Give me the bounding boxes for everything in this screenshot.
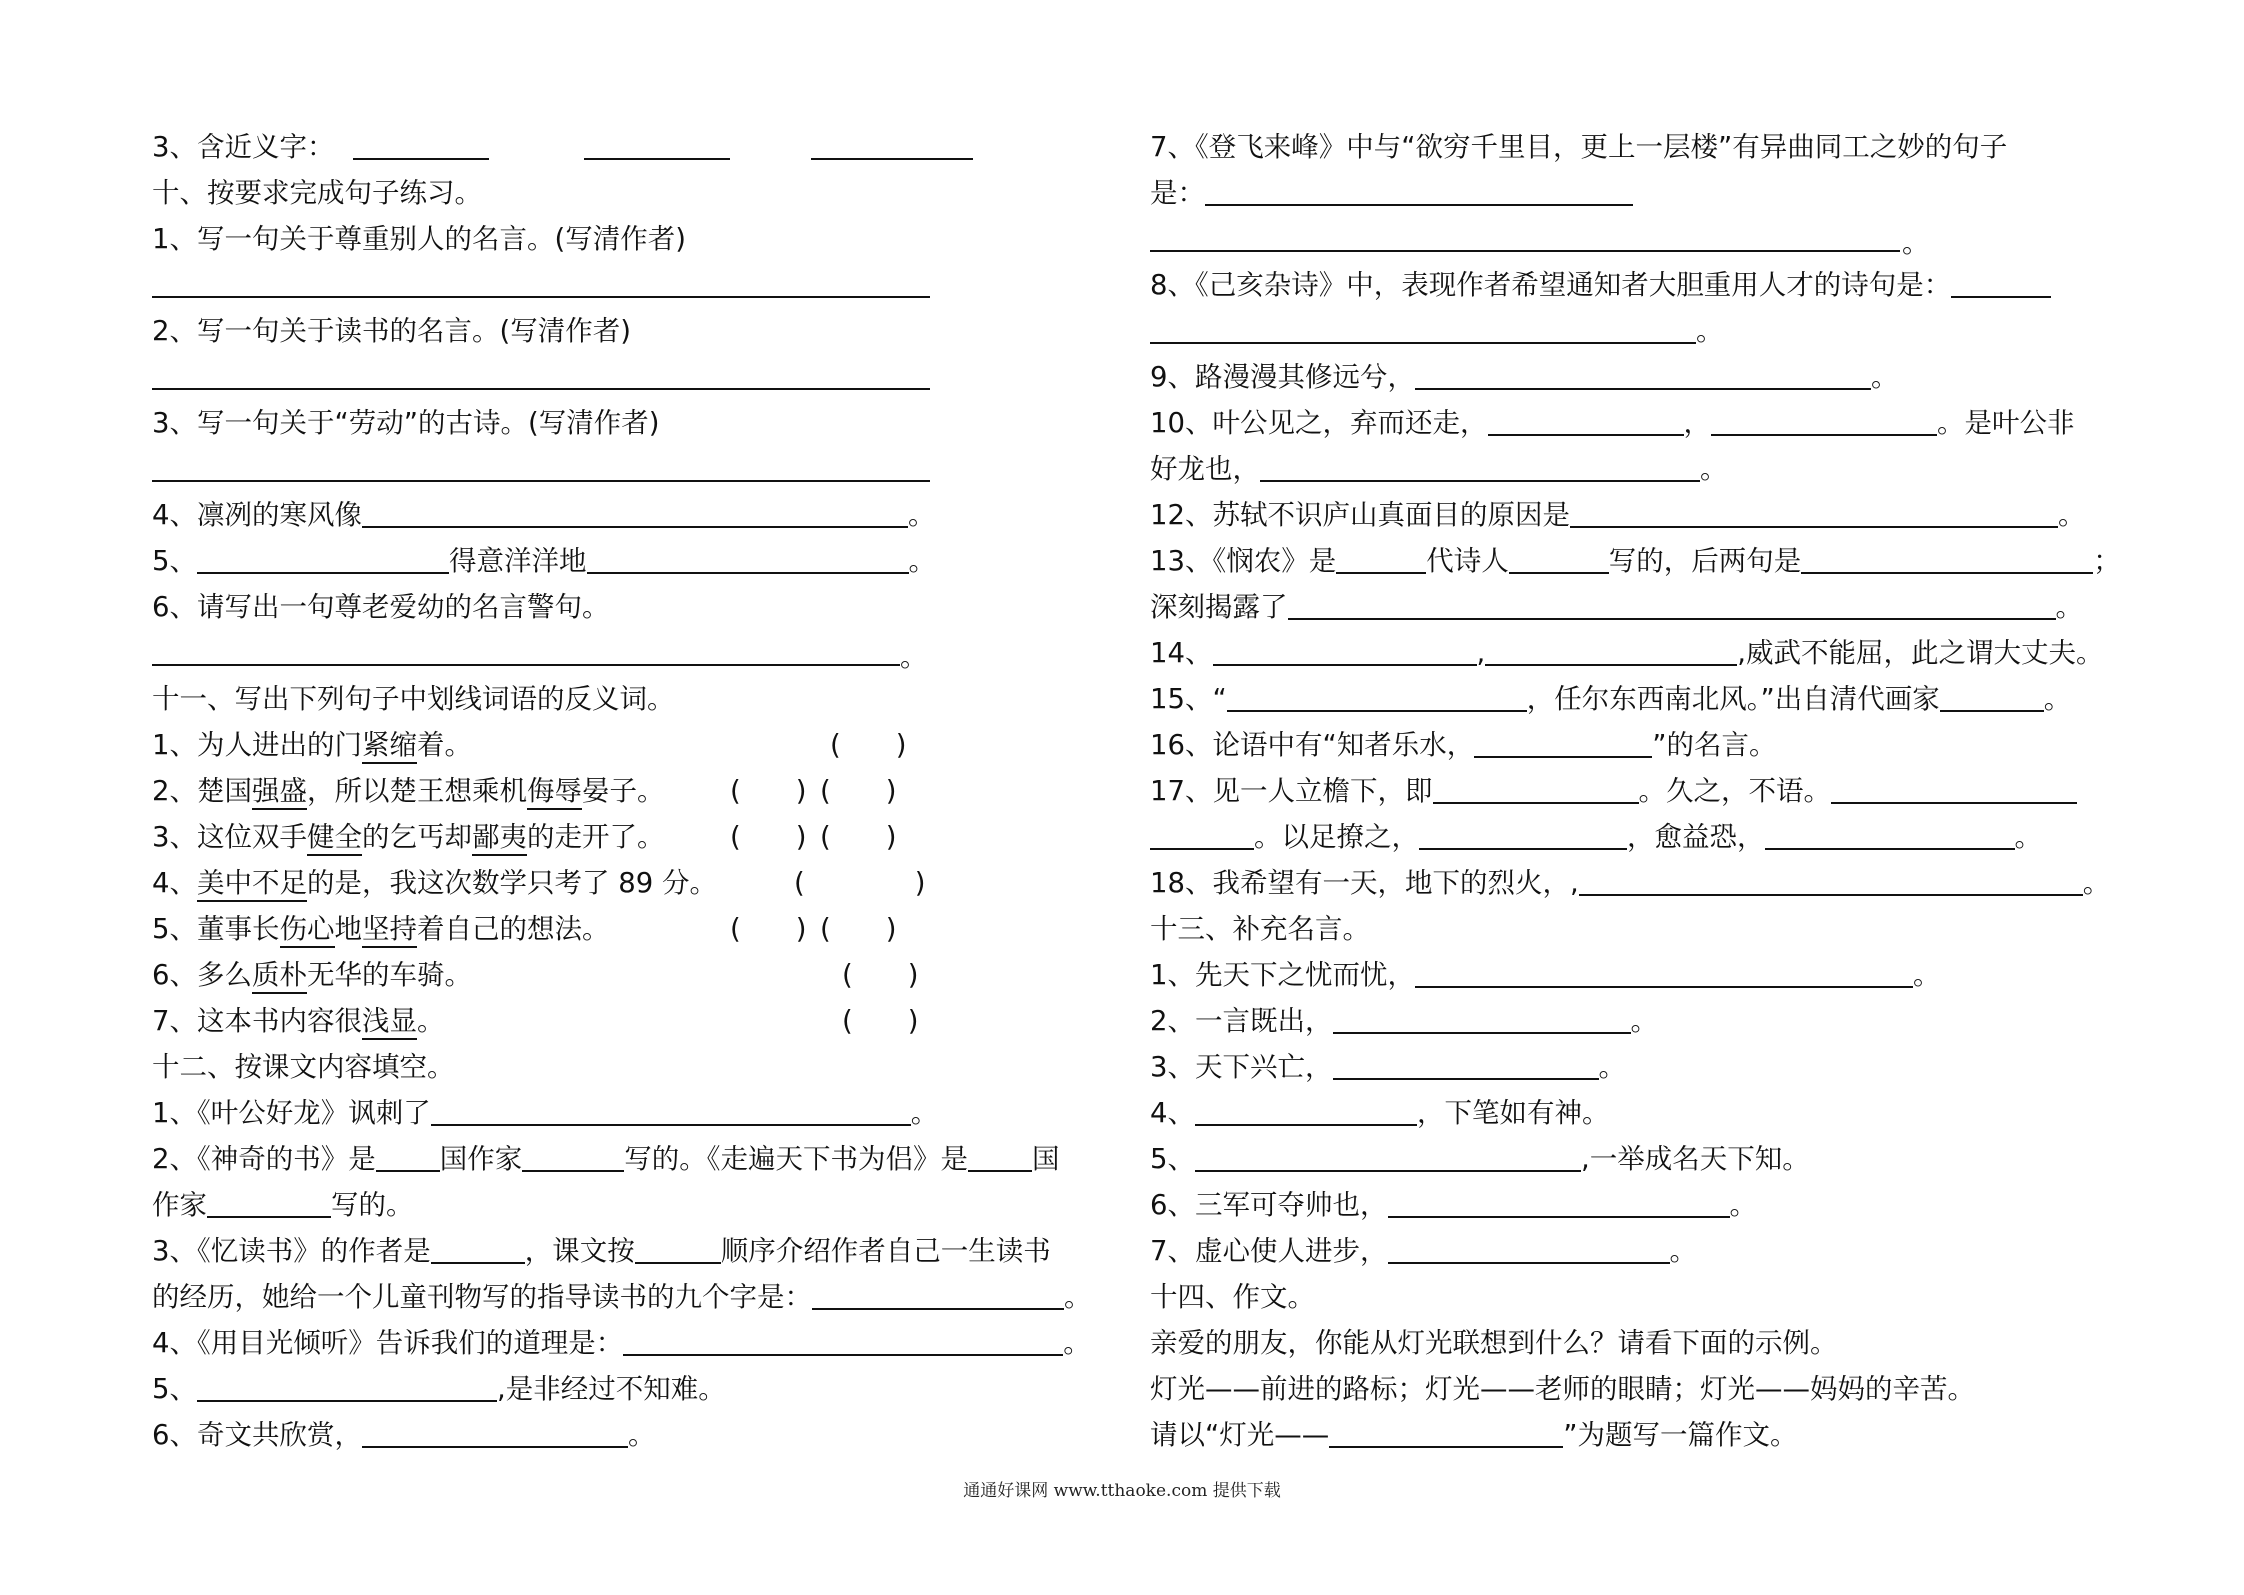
r-m6-text: 6、三军可夺帅也， xyxy=(1150,1189,1388,1221)
q9-3-text: 3、含近义字： xyxy=(152,131,335,163)
r-q10 xyxy=(1150,400,2110,446)
q11-1-tail: 着。 xyxy=(417,729,472,761)
q12-3-text: 3、《忆读书》的作者是 xyxy=(152,1235,431,1267)
q11-2 xyxy=(152,768,1112,814)
period: 。 xyxy=(1700,453,1728,485)
period: 。 xyxy=(1063,1327,1091,1359)
r-q16-tail: ”的名言。 xyxy=(1652,729,1777,761)
q10-4-text: 4、凛冽的寒风像 xyxy=(152,499,362,531)
answer-blank[interactable] xyxy=(376,1140,440,1172)
r-m2 xyxy=(1150,998,2110,1044)
r-q10-text-d: 好龙也， xyxy=(1150,453,1260,485)
answer-blank[interactable] xyxy=(197,542,449,574)
answer-blank[interactable] xyxy=(431,1232,525,1264)
q10-5 xyxy=(152,538,1112,584)
answer-blank[interactable] xyxy=(1433,772,1639,804)
r-q12 xyxy=(1150,492,2110,538)
r-m5-num: 5、 xyxy=(1150,1143,1195,1175)
underlined-word: 浅显 xyxy=(362,1005,417,1040)
q11-6 xyxy=(152,952,1112,998)
r-q7-text: 是： xyxy=(1150,177,1205,209)
answer-blank[interactable] xyxy=(207,1186,331,1218)
r-q17-text: 17、见一人立檐下，即 xyxy=(1150,775,1433,807)
section-13-title: 十三、补充名言。 xyxy=(1150,913,1370,945)
left-column xyxy=(152,124,1112,1458)
r-q7-cont xyxy=(1150,170,2110,216)
answer-blank[interactable] xyxy=(1579,864,2083,896)
answer-blank[interactable] xyxy=(1474,726,1652,758)
period: 。 xyxy=(1729,1189,1757,1221)
q10-4 xyxy=(152,492,1112,538)
q12-3-cont xyxy=(152,1274,1112,1320)
underlined-word: 强盛 xyxy=(252,775,307,810)
r-q15-text: ，任尔东西南北风。”出自清代画家 xyxy=(1526,683,1940,715)
answer-blank[interactable] xyxy=(1415,358,1871,390)
q12-4 xyxy=(152,1320,1112,1366)
r-m1 xyxy=(1150,952,2110,998)
r-m2-text: 2、一言既出， xyxy=(1150,1005,1333,1037)
underlined-word: 坚持 xyxy=(362,913,417,948)
r-q13-text: 13、《悯农》是 xyxy=(1150,545,1337,577)
q12-5-text: ,是非经过不知难。 xyxy=(497,1373,726,1405)
r-q12-text: 12、苏轼不识庐山真面目的原因是 xyxy=(1150,499,1570,531)
answer-blank[interactable] xyxy=(1801,542,2093,574)
q11-7-text: 7、这本书内容很 xyxy=(152,1005,362,1037)
r-q8-cont xyxy=(1150,308,2110,354)
q12-3-text-c: 顺序介绍作者自己一生读书 xyxy=(720,1235,1051,1267)
q12-2 xyxy=(152,1136,1112,1182)
r-q17-text-d: ，愈益恐， xyxy=(1627,821,1765,853)
answer-paren[interactable]: ( ) xyxy=(820,821,897,853)
q11-5 xyxy=(152,906,1112,952)
r-m5-text: ,一举成名天下知。 xyxy=(1581,1143,1810,1175)
q12-6 xyxy=(152,1412,1112,1458)
section-11-title: 十一、写出下列句子中划线词语的反义词。 xyxy=(152,683,675,715)
q11-2-mid: ，所以楚王想乘机 xyxy=(307,775,527,807)
q12-3 xyxy=(152,1228,1112,1274)
q11-3-mid: 的乞丐却 xyxy=(362,821,472,853)
r-q10-comma: ， xyxy=(1683,407,1711,439)
period: 。 xyxy=(1913,959,1941,991)
q11-3-tail: 的走开了。 xyxy=(527,821,665,853)
period: 。 xyxy=(2058,499,2086,531)
answer-blank[interactable] xyxy=(1509,542,1609,574)
r-q16-text: 16、论语中有“知者乐水， xyxy=(1150,729,1475,761)
answer-blank[interactable] xyxy=(584,128,730,160)
q12-1 xyxy=(152,1090,1112,1136)
r-q13 xyxy=(1150,538,2121,584)
q12-5-num: 5、 xyxy=(152,1373,197,1405)
answer-blank[interactable] xyxy=(1333,1002,1631,1034)
answer-blank[interactable] xyxy=(1205,174,1633,206)
answer-paren[interactable]: ( ) xyxy=(820,913,897,945)
r-q13-cont xyxy=(1150,584,2110,630)
q11-7 xyxy=(152,998,1112,1044)
r-m7-text: 7、虚心使人进步， xyxy=(1150,1235,1388,1267)
answer-blank[interactable] xyxy=(1150,818,1254,850)
section-12-title: 十二、按课文内容填空。 xyxy=(152,1051,455,1083)
q12-2-text: 2、《神奇的书》是 xyxy=(152,1143,376,1175)
section-10-title: 十、按要求完成句子练习。 xyxy=(152,177,482,209)
essay-line-2: 灯光——前进的路标；灯光——老师的眼睛；灯光——妈妈的辛苦。 xyxy=(1150,1373,1975,1405)
r-m7 xyxy=(1150,1228,2110,1274)
answer-blank[interactable] xyxy=(1765,818,2015,850)
period: 。 xyxy=(1630,1005,1658,1037)
r-m1-text: 1、先天下之忧而忧， xyxy=(1150,959,1415,991)
answer-paren[interactable]: ( ) xyxy=(830,729,907,761)
q10-1: 1、写一句关于尊重别人的名言。(写清作者) xyxy=(152,223,686,255)
period: 。 xyxy=(1669,1235,1697,1267)
q10-2-answer-line[interactable] xyxy=(152,354,1112,400)
essay-line-3 xyxy=(1150,1412,2110,1458)
answer-blank[interactable] xyxy=(1488,404,1684,436)
r-q16 xyxy=(1150,722,2110,768)
r-q14-comma: , xyxy=(1476,637,1486,669)
r-q7-answer-line[interactable] xyxy=(1150,216,2110,262)
underlined-word: 伤心 xyxy=(280,913,335,948)
q10-2: 2、写一句关于读书的名言。(写清作者) xyxy=(152,315,631,347)
answer-blank[interactable] xyxy=(1195,1140,1581,1172)
answer-blank[interactable] xyxy=(362,496,908,528)
r-q13-text-b: 代诗人 xyxy=(1426,545,1509,577)
q12-5 xyxy=(152,1366,1112,1412)
r-q8-text: 8、《己亥杂诗》中，表现作者希望通知者大胆重用人才的诗句是： xyxy=(1150,269,1952,301)
essay-prompt-a: 请以“灯光—— xyxy=(1150,1419,1330,1451)
period: 。 xyxy=(1696,315,1724,347)
r-m4-text: ，下笔如有神。 xyxy=(1417,1097,1610,1129)
r-q13-text-c: 写的，后两句是 xyxy=(1608,545,1802,577)
answer-blank[interactable] xyxy=(197,1370,497,1402)
period: 。 xyxy=(2082,867,2111,899)
underlined-word: 健全 xyxy=(307,821,362,856)
answer-paren[interactable]: ( ) xyxy=(730,775,807,807)
r-q13-semicolon: ； xyxy=(2093,545,2121,577)
period: 。 xyxy=(1902,227,1930,259)
answer-paren[interactable]: ( ) xyxy=(730,913,807,945)
period: 。 xyxy=(1871,361,1899,393)
answer-blank[interactable] xyxy=(587,542,909,574)
r-q14 xyxy=(1150,630,2110,676)
q11-2-tail: 晏子。 xyxy=(582,775,665,807)
answer-blank[interactable] xyxy=(1227,680,1527,712)
q11-3 xyxy=(152,814,1112,860)
r-q17-text-c: 。以足撩之， xyxy=(1254,821,1419,853)
q10-3: 3、写一句关于“劳动”的古诗。(写清作者) xyxy=(152,407,660,439)
answer-blank[interactable] xyxy=(1388,1186,1730,1218)
r-q7: 7、《登飞来峰》中与“欲穷千里目，更上一层楼”有异曲同工之妙的句子 xyxy=(1150,131,2008,163)
q10-6-answer-line[interactable] xyxy=(152,630,1112,676)
underlined-word: 质朴 xyxy=(252,959,307,994)
answer-blank[interactable] xyxy=(1336,542,1426,574)
r-m5 xyxy=(1150,1136,2110,1182)
period: 。 xyxy=(908,499,936,531)
q12-2-text-f: 写的。 xyxy=(331,1189,414,1221)
q10-6: 6、请写出一句尊老爱幼的名言警句。 xyxy=(152,591,610,623)
r-q15 xyxy=(1150,676,2110,722)
q11-7-tail: 。 xyxy=(417,1005,445,1037)
answer-paren[interactable]: ( ) xyxy=(842,959,919,991)
period: 。 xyxy=(910,1097,939,1129)
answer-blank[interactable] xyxy=(1485,634,1737,666)
period: 。 xyxy=(1598,1051,1626,1083)
q11-5-mid: 地 xyxy=(334,913,362,945)
q12-2-text-d: 国 xyxy=(1032,1143,1060,1175)
q9-3-line xyxy=(152,124,1112,170)
q12-2-text-b: 国作家 xyxy=(439,1143,523,1175)
period: 。 xyxy=(2014,821,2042,853)
answer-paren[interactable]: ( ) xyxy=(794,867,926,899)
r-m4 xyxy=(1150,1090,2110,1136)
q11-1 xyxy=(152,722,1112,768)
answer-paren[interactable]: ( ) xyxy=(842,1005,919,1037)
answer-blank[interactable] xyxy=(1419,818,1627,850)
underlined-word: 侮辱 xyxy=(527,775,582,810)
r-q15-num: 15、“ xyxy=(1150,683,1227,715)
answer-blank[interactable] xyxy=(635,1232,721,1264)
r-q17-cont xyxy=(1150,814,2110,860)
q12-2-text-c: 写的。《走遍天下书为侣》是 xyxy=(624,1143,968,1175)
q12-6-text: 6、奇文共欣赏， xyxy=(152,1419,362,1451)
answer-blank[interactable] xyxy=(362,1416,628,1448)
q11-2-text: 2、楚国 xyxy=(152,775,252,807)
q11-5-tail: 着自己的想法。 xyxy=(417,913,610,945)
answer-blank[interactable] xyxy=(1288,588,2056,620)
q10-5-text: 得意洋洋地 xyxy=(449,545,587,577)
q10-5-num: 5、 xyxy=(152,545,197,577)
r-m3-text: 3、天下兴亡， xyxy=(1150,1051,1333,1083)
r-q17-text-b: 。久之，不语。 xyxy=(1638,775,1831,807)
essay-line-1: 亲爱的朋友，你能从灯光联想到什么？请看下面的示例。 xyxy=(1150,1327,1838,1359)
answer-blank[interactable] xyxy=(1711,404,1937,436)
q12-3-text-b: ，课文按 xyxy=(524,1235,635,1267)
r-q8 xyxy=(1150,262,2110,308)
r-q10-text-c: 。是叶公非 xyxy=(1937,407,2075,439)
r-q18-text: 18、我希望有一天，地下的烈火，, xyxy=(1150,867,1579,899)
q10-1-answer-line[interactable] xyxy=(152,262,1112,308)
period: 。 xyxy=(2055,591,2083,623)
answer-blank[interactable] xyxy=(1940,680,2044,712)
r-q18 xyxy=(1150,860,2110,906)
q12-2-cont xyxy=(152,1182,1112,1228)
underlined-word: 紧缩 xyxy=(362,729,417,764)
answer-blank[interactable] xyxy=(431,1094,911,1126)
essay-prompt-b: ”为题写一篇作文。 xyxy=(1563,1419,1798,1451)
answer-blank[interactable] xyxy=(968,1140,1032,1172)
r-q13-text-e: 深刻揭露了 xyxy=(1150,591,1288,623)
q10-3-answer-line[interactable] xyxy=(152,446,1112,492)
q11-6-text: 6、多么 xyxy=(152,959,252,991)
period: 。 xyxy=(1064,1281,1092,1313)
answer-blank[interactable] xyxy=(1213,634,1477,666)
underlined-word: 美中不足 xyxy=(197,867,307,902)
q11-5-text: 5、董事长 xyxy=(152,913,280,945)
q12-2-text-e: 作家 xyxy=(152,1189,207,1221)
answer-paren[interactable]: ( ) xyxy=(820,775,897,807)
answer-blank[interactable] xyxy=(1260,450,1700,482)
r-m3 xyxy=(1150,1044,2110,1090)
answer-blank[interactable] xyxy=(623,1324,1063,1356)
answer-blank[interactable] xyxy=(522,1140,624,1172)
answer-blank[interactable] xyxy=(1195,1094,1417,1126)
period: 。 xyxy=(900,641,928,673)
answer-blank[interactable] xyxy=(1415,956,1913,988)
r-q9 xyxy=(1150,354,2110,400)
answer-blank[interactable] xyxy=(1388,1232,1670,1264)
answer-paren[interactable]: ( ) xyxy=(730,821,807,853)
period: 。 xyxy=(908,545,936,577)
r-m4-num: 4、 xyxy=(1150,1097,1195,1129)
answer-blank[interactable] xyxy=(1333,1048,1599,1080)
right-column xyxy=(1150,124,2121,1458)
answer-blank[interactable] xyxy=(812,1278,1064,1310)
period: 。 xyxy=(628,1419,656,1451)
q11-6-tail: 无华的车骑。 xyxy=(307,959,472,991)
q11-4-num: 4、 xyxy=(152,867,197,899)
r-q10-cont xyxy=(1150,446,2110,492)
period: 。 xyxy=(2043,683,2072,715)
q11-3-text: 3、这位双手 xyxy=(152,821,307,853)
q11-4-text: 的是，我这次数学只考了 89 分。 xyxy=(307,867,717,899)
section-14-title: 十四、作文。 xyxy=(1150,1281,1315,1313)
r-q14-text: ,威武不能屈，此之谓大丈夫。 xyxy=(1737,637,2104,669)
q12-3-text-d: 的经历，她给一个儿童刊物写的指导读书的九个字是： xyxy=(152,1281,812,1313)
essay-title-blank[interactable] xyxy=(1329,1416,1563,1448)
q11-4 xyxy=(152,860,1112,906)
r-q14-num: 14、 xyxy=(1150,637,1213,669)
q11-1-text: 1、为人进出的门 xyxy=(152,729,362,761)
q12-4-text: 4、《用目光倾听》告诉我们的道理是： xyxy=(152,1327,624,1359)
answer-blank[interactable] xyxy=(1150,312,1696,344)
footer-credit: 通通好课网 www.tthaoke.com 提供下载 xyxy=(963,1481,1281,1501)
answer-blank[interactable] xyxy=(1831,772,2077,804)
r-m6 xyxy=(1150,1182,2110,1228)
underlined-word: 鄙夷 xyxy=(472,821,527,856)
r-q10-text: 10、叶公见之，弃而还走， xyxy=(1150,407,1488,439)
q12-1-text: 1、《叶公好龙》讽刺了 xyxy=(152,1097,431,1129)
answer-blank[interactable] xyxy=(1951,266,2051,298)
answer-blank[interactable] xyxy=(1570,496,2058,528)
r-q9-text: 9、路漫漫其修远兮， xyxy=(1150,361,1415,393)
answer-blank[interactable] xyxy=(811,128,973,160)
r-q17 xyxy=(1150,768,2110,814)
answer-blank[interactable] xyxy=(353,128,489,160)
